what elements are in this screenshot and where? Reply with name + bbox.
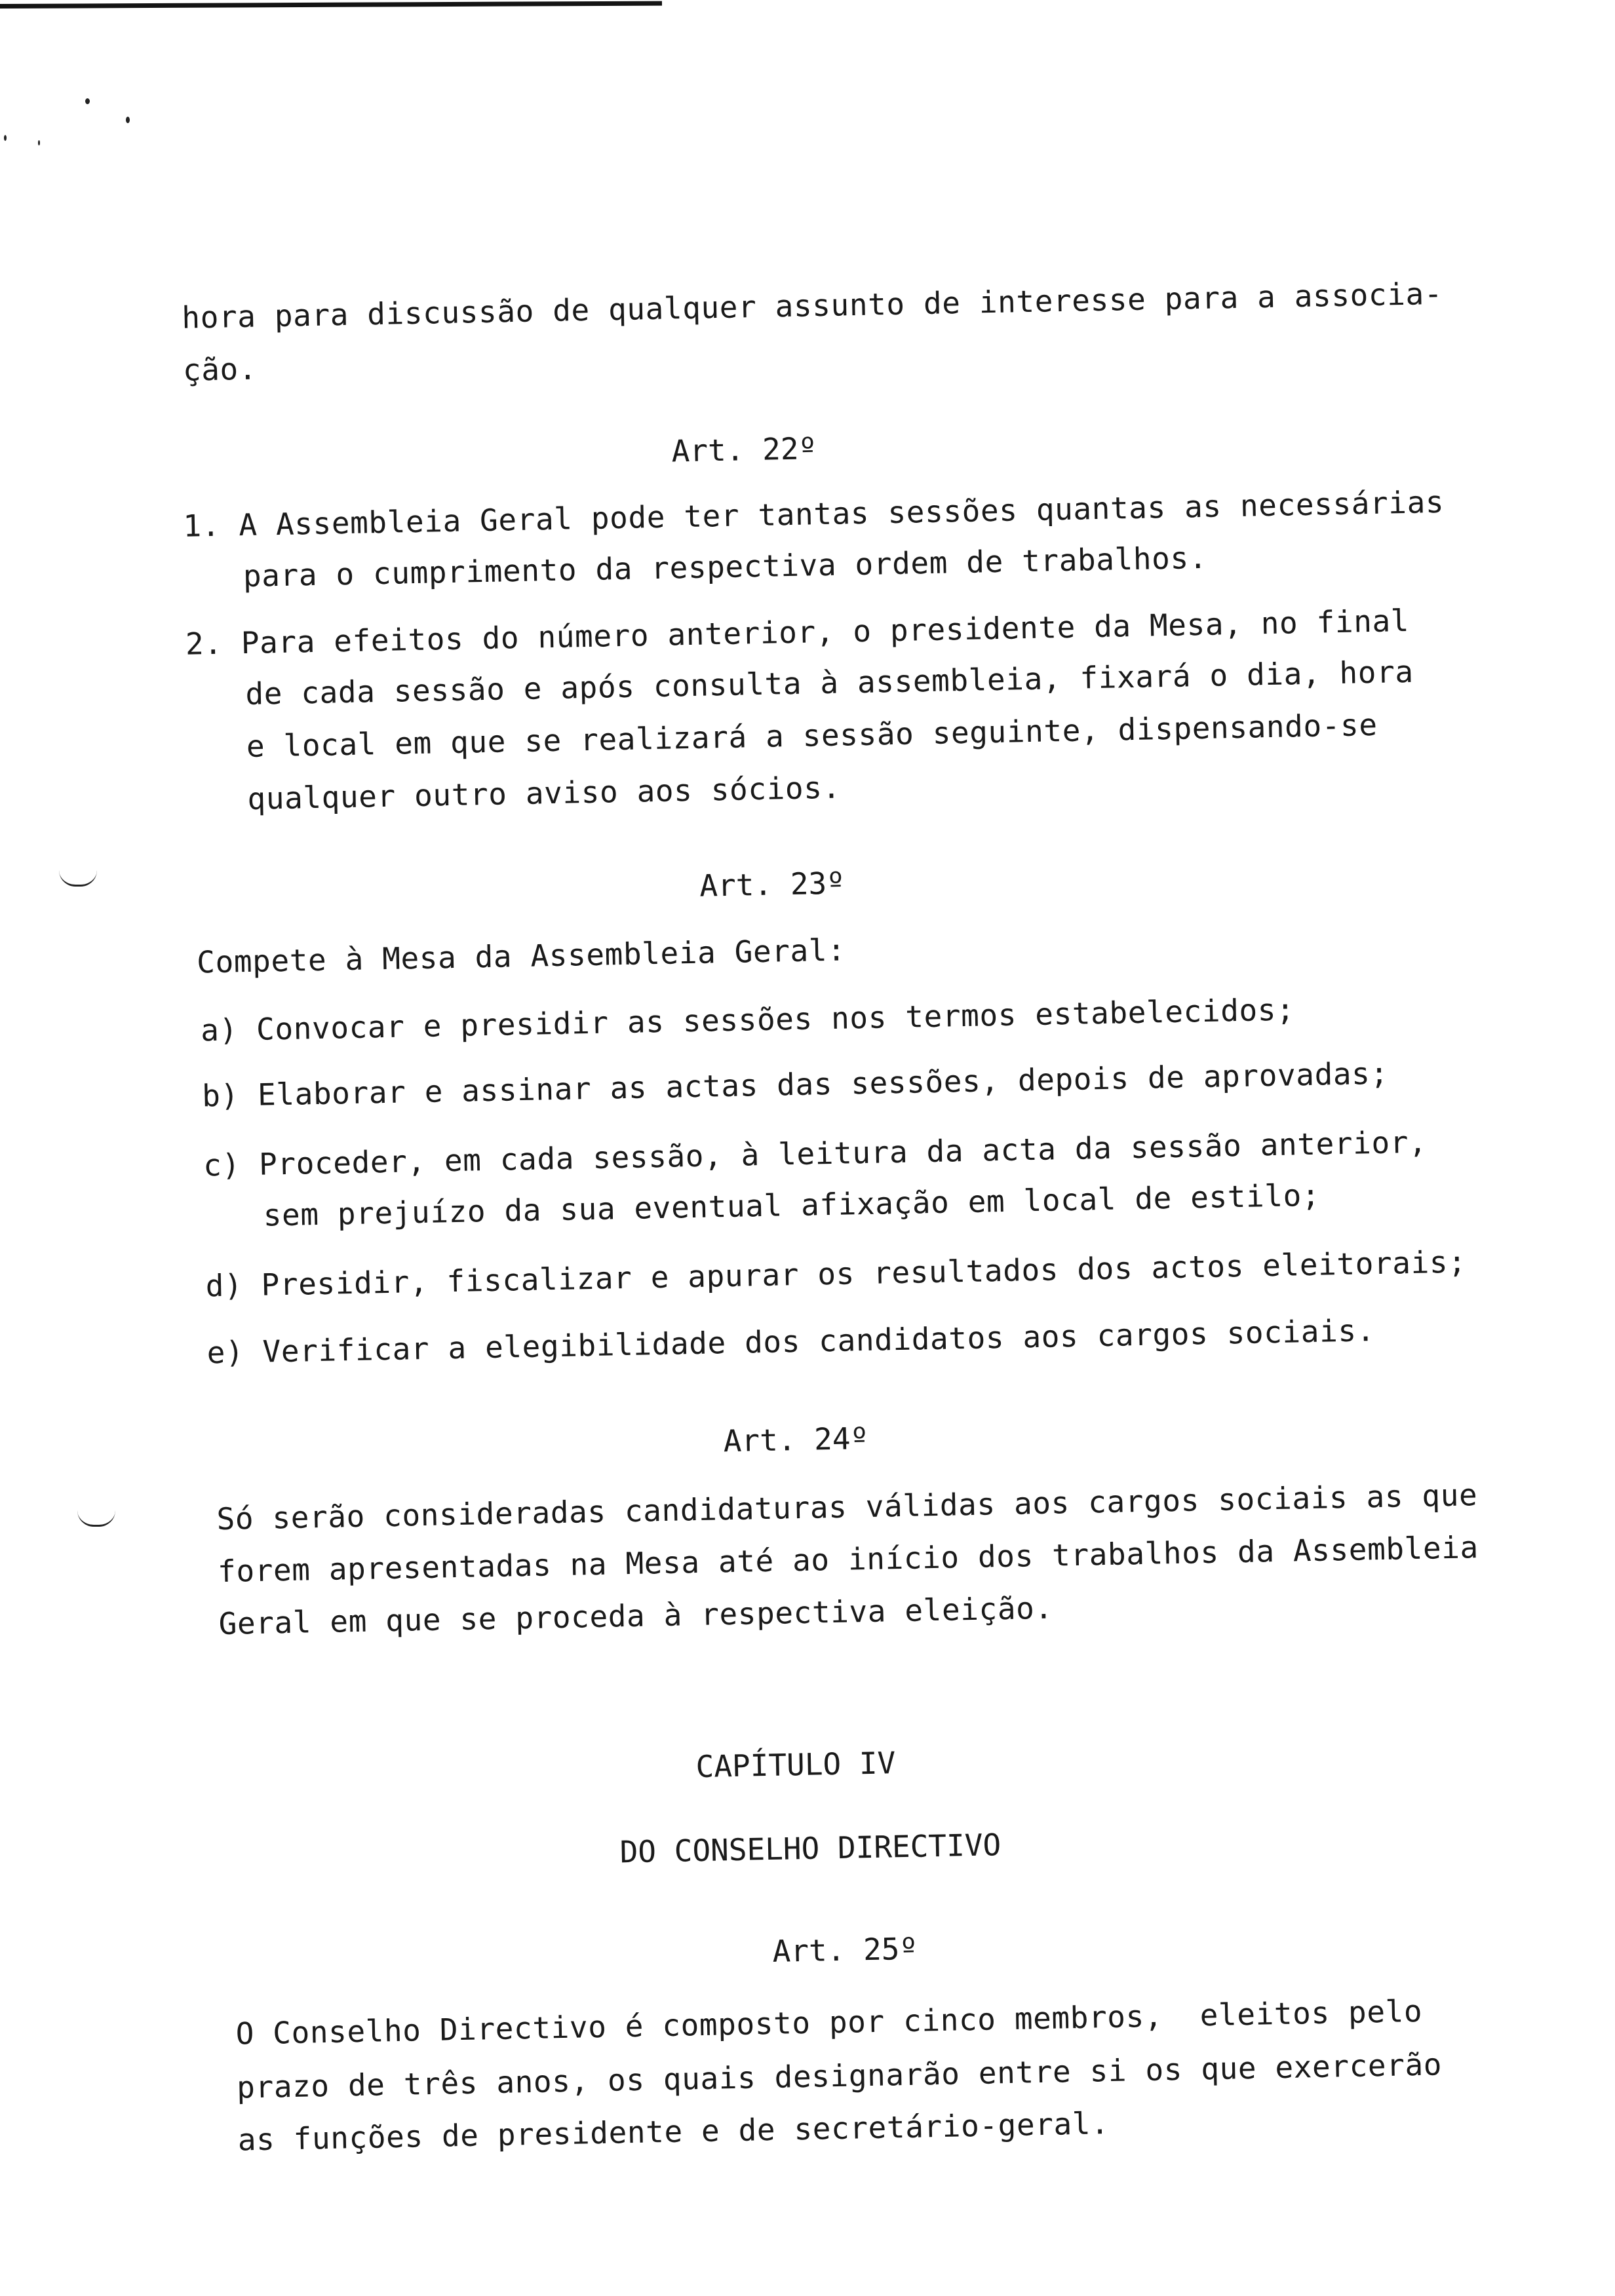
article-heading: Art. 25º <box>772 1930 918 1969</box>
article-item: e local em que se realizará a sessão seguinte, dispensando-se <box>246 706 1378 764</box>
scan-edge-bar <box>0 1 662 9</box>
chapter-title: CAPÍTULO IV <box>695 1745 896 1785</box>
article-text: Só serão consideradas candidaturas válidas aos cargos sociais as que <box>216 1477 1478 1537</box>
article-item: 2. Para efeitos do número anterior, o presidente da Mesa, no final <box>185 602 1410 662</box>
article-item: qualquer outro aviso aos sócios. <box>246 769 842 816</box>
article-text: Geral em que se proceda à respectiva eleição. <box>218 1590 1054 1642</box>
scan-speck <box>126 117 130 123</box>
article-heading: Art. 23º <box>699 865 846 904</box>
intro-line: ção. <box>182 351 258 388</box>
article-item: sem prejuízo da sua eventual afixação em local de estilo; <box>263 1177 1321 1233</box>
article-heading: Art. 22º <box>671 430 817 469</box>
article-item: de cada sessão e após consulta à assembleia, fixará o dia, hora <box>244 653 1414 712</box>
article-text: as funções de presidente e de secretário-geral. <box>237 2105 1110 2158</box>
article-lead: Compete à Mesa da Assembleia Geral: <box>196 932 846 980</box>
scan-speck <box>85 98 90 104</box>
article-item: para o cumprimento da respectiva ordem de trabalhos. <box>243 539 1208 594</box>
article-text: prazo de três anos, os quais designarão entre si os que exercerão <box>236 2046 1443 2105</box>
scan-speck <box>38 140 40 145</box>
article-item: a) Convocar e presidir as sessões nos termos estabelecidos; <box>200 991 1295 1048</box>
article-text: O Conselho Directivo é composto por cinco membros, eleitos pelo <box>235 1993 1423 2052</box>
article-item: b) Elaborar e assinar as actas das sessões, depois de aprovadas; <box>201 1055 1390 1114</box>
article-text: forem apresentadas na Mesa até ao início dos trabalhos da Assembleia <box>217 1529 1479 1590</box>
article-item: e) Verificar a elegibilidade dos candidatos aos cargos sociais. <box>206 1312 1376 1371</box>
intro-line: hora para discussão de qualquer assunto de interesse para a associa- <box>181 275 1443 335</box>
scan-speck <box>4 135 7 141</box>
article-heading: Art. 24º <box>723 1420 869 1459</box>
article-item: d) Presidir, fiscalizar e apurar os resultados dos actos eleitorais; <box>205 1244 1467 1304</box>
chapter-subtitle: DO CONSELHO DIRECTIVO <box>619 1827 1002 1870</box>
article-item: c) Proceder, em cada sessão, à leitura da acta da sessão anterior, <box>203 1124 1428 1183</box>
margin-mark <box>77 1510 115 1527</box>
article-item: 1. A Assembleia Geral pode ter tantas sessões quantas as necessárias <box>182 484 1445 544</box>
